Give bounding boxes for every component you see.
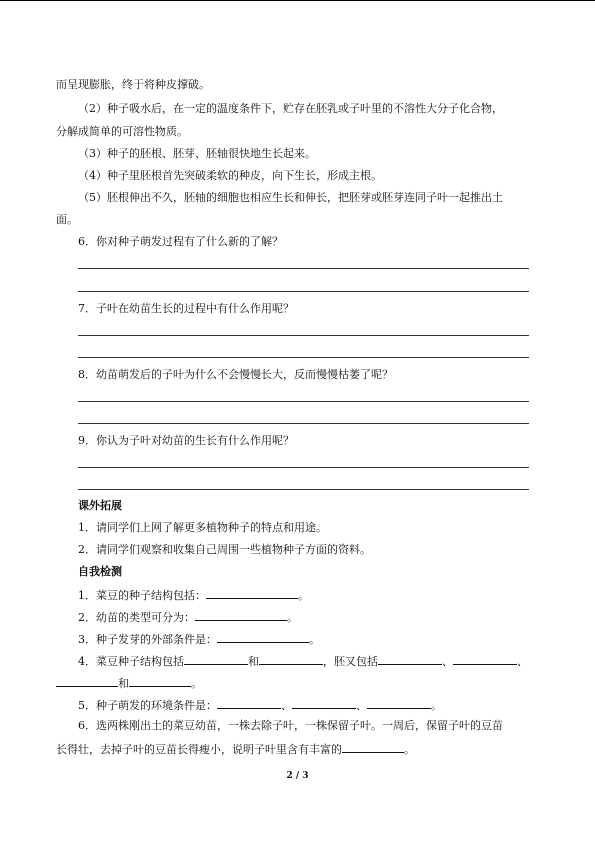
item-end: 。: [298, 589, 309, 602]
answer-line[interactable]: [78, 423, 529, 424]
item-joiner: 和: [248, 655, 259, 668]
self-check-item-6-cont: [56, 741, 415, 757]
blank[interactable]: [453, 653, 517, 665]
paragraph-step-2: （2）种子吸水后，在一定的温度条件下，贮存在胚乳或子叶里的不溶性大分子化合物，: [78, 102, 503, 115]
blank[interactable]: [378, 653, 442, 665]
blank[interactable]: [259, 653, 323, 665]
self-check-item-4: [78, 653, 528, 669]
question-9: 9．你认为子叶对幼苗的生长有什么作用呢？: [78, 434, 294, 447]
paragraph-continuation: 而呈现膨胀，终于将种皮撑破。: [56, 78, 210, 91]
paragraph-step-5-cont: 面。: [56, 213, 78, 226]
item-text: 5．种子萌发的环境条件是：: [78, 699, 217, 712]
item-joiner: 、: [356, 699, 367, 712]
self-check-item-4-cont: [56, 675, 202, 691]
answer-line[interactable]: [78, 357, 529, 358]
self-check-item-5: [78, 697, 442, 713]
paragraph-step-3: （3）种子的胚根、胚芽、胚轴很快地生长起来。: [78, 147, 316, 160]
answer-line[interactable]: [78, 268, 529, 269]
blank[interactable]: [367, 697, 431, 709]
blank[interactable]: [184, 653, 248, 665]
item-text: 2．幼苗的类型可分为：: [78, 611, 195, 624]
blank[interactable]: [217, 697, 281, 709]
self-check-item-2: [78, 609, 298, 625]
item-end: 。: [309, 633, 320, 646]
item-joiner: 、: [442, 655, 453, 668]
item-joiner: 、: [517, 655, 528, 668]
self-check-item-1: [78, 587, 309, 603]
item-joiner: 、: [281, 699, 292, 712]
extension-item: 2．请同学们观察和收集自己周围一些植物种子方面的资料。: [78, 543, 371, 556]
blank[interactable]: [129, 675, 191, 687]
extension-item: 1．请同学们上网了解更多植物种子的特点和用途。: [78, 521, 327, 534]
blank[interactable]: [342, 741, 404, 753]
item-end: 。: [404, 743, 415, 756]
item-text: 1．菜豆的种子结构包括：: [78, 589, 206, 602]
question-6: 6．你对种子萌发过程有了什么新的了解？: [78, 235, 283, 248]
question-8: 8．幼苗萌发后的子叶为什么不会慢慢长大，反而慢慢枯萎了呢？: [78, 368, 393, 381]
item-end: 。: [287, 611, 298, 624]
self-check-item-6: 6．选两株刚出土的菜豆幼苗，一株去除子叶，一株保留子叶。一周后，保留子叶的豆苗: [78, 719, 503, 732]
section-heading-self-check: 自我检测: [78, 565, 122, 578]
paragraph-step-2-cont: 分解成简单的可溶性物质。: [56, 125, 188, 138]
paragraph-step-5: （5）胚根伸出不久，胚轴的细胞也相应生长和伸长，把胚芽或胚芽连同子叶一起推出土: [78, 191, 503, 204]
answer-line[interactable]: [78, 335, 529, 336]
item-joiner: ，胚又包括: [323, 655, 378, 668]
answer-line[interactable]: [78, 467, 529, 468]
blank[interactable]: [195, 609, 287, 621]
blank[interactable]: [56, 675, 118, 687]
item-end: 。: [191, 677, 202, 690]
page-number: 2 / 3: [286, 771, 309, 781]
item-text: 长得壮，去掉子叶的豆苗长得瘦小，说明子叶里含有丰富的: [56, 743, 342, 756]
blank[interactable]: [292, 697, 356, 709]
item-text: 4．菜豆种子结构包括: [78, 655, 184, 668]
blank[interactable]: [206, 587, 298, 599]
question-7: 7．子叶在幼苗生长的过程中有什么作用呢？: [78, 302, 294, 315]
self-check-item-3: [78, 631, 320, 647]
item-text: 3．种子发芽的外部条件是：: [78, 633, 217, 646]
paragraph-step-4: （4）种子里胚根首先突破柔软的种皮，向下生长，形成主根。: [78, 169, 382, 182]
item-joiner: 和: [118, 677, 129, 690]
answer-line[interactable]: [78, 291, 529, 292]
header-rule: [0, 0, 595, 1]
section-heading-extension: 课外拓展: [78, 499, 122, 512]
item-end: 。: [431, 699, 442, 712]
answer-line[interactable]: [78, 489, 529, 490]
blank[interactable]: [217, 631, 309, 643]
answer-line[interactable]: [78, 401, 529, 402]
